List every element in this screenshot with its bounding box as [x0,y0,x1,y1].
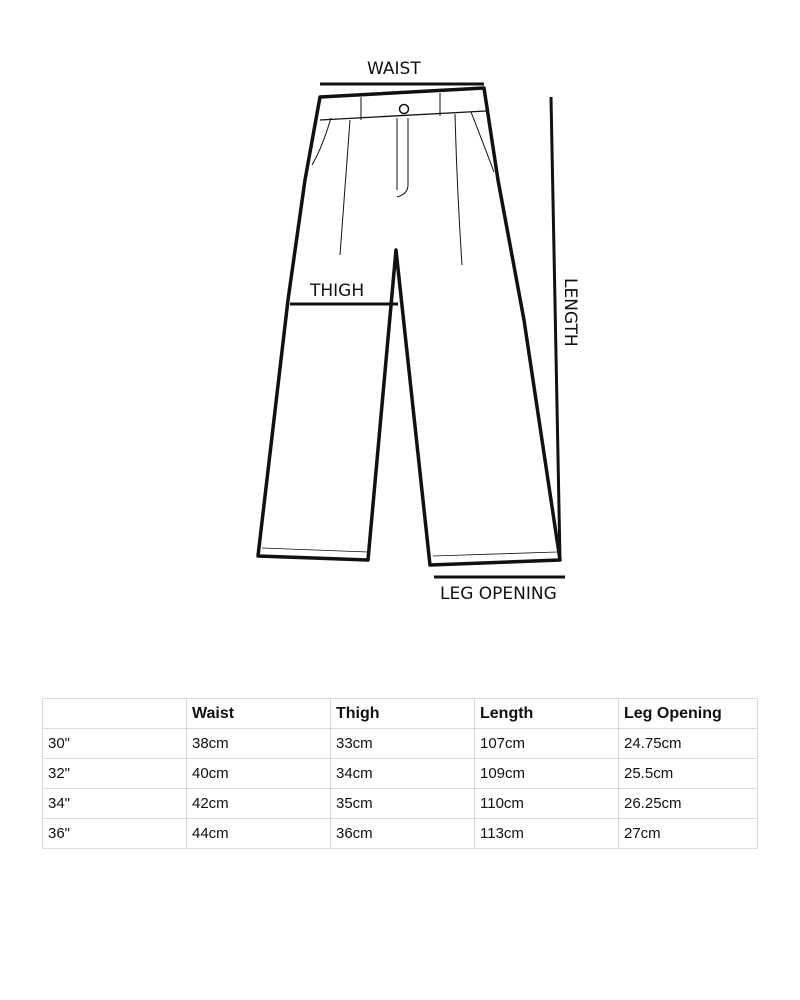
waist-cell: 40cm [187,759,331,789]
header-size [43,699,187,729]
size-cell: 30" [43,729,187,759]
thigh-cell: 33cm [331,729,475,759]
leg-opening-cell: 27cm [619,819,758,849]
waist-cell: 42cm [187,789,331,819]
table-row [43,789,758,819]
waist-cell: 38cm [187,729,331,759]
waist-label: WAIST [367,59,421,79]
leg-opening-cell: 26.25cm [619,789,758,819]
size-cell: 32" [43,759,187,789]
length-cell: 113cm [475,819,619,849]
fly-line [397,118,408,197]
header-waist: Waist [187,699,331,729]
table-row [43,819,758,849]
header-thigh: Thigh [331,699,475,729]
length-cell: 110cm [475,789,619,819]
leg-opening-cell: 24.75cm [619,729,758,759]
thigh-label: THIGH [310,281,365,301]
header-length: Length [475,699,619,729]
table-header-row [43,699,758,729]
length-label: LENGTH [560,278,580,347]
length-cell: 109cm [475,759,619,789]
size-cell: 34" [43,789,187,819]
leg-opening-cell: 25.5cm [619,759,758,789]
length-cell: 107cm [475,729,619,759]
header-leg-opening: Leg Opening [619,699,758,729]
size-cell: 36" [43,819,187,849]
table-row [43,729,758,759]
pleat-line [340,114,462,265]
hem-line [262,548,557,556]
thigh-cell: 34cm [331,759,475,789]
waist-button [400,105,409,114]
size-chart-table [42,698,758,849]
waistband-line [320,111,486,120]
length-measure-line [551,97,560,560]
table-row [43,759,758,789]
pants-silhouette [258,88,560,565]
leg-opening-label: LEG OPENING [440,584,557,604]
pants-outline [258,88,560,565]
waist-cell: 44cm [187,819,331,849]
thigh-cell: 36cm [331,819,475,849]
thigh-cell: 35cm [331,789,475,819]
